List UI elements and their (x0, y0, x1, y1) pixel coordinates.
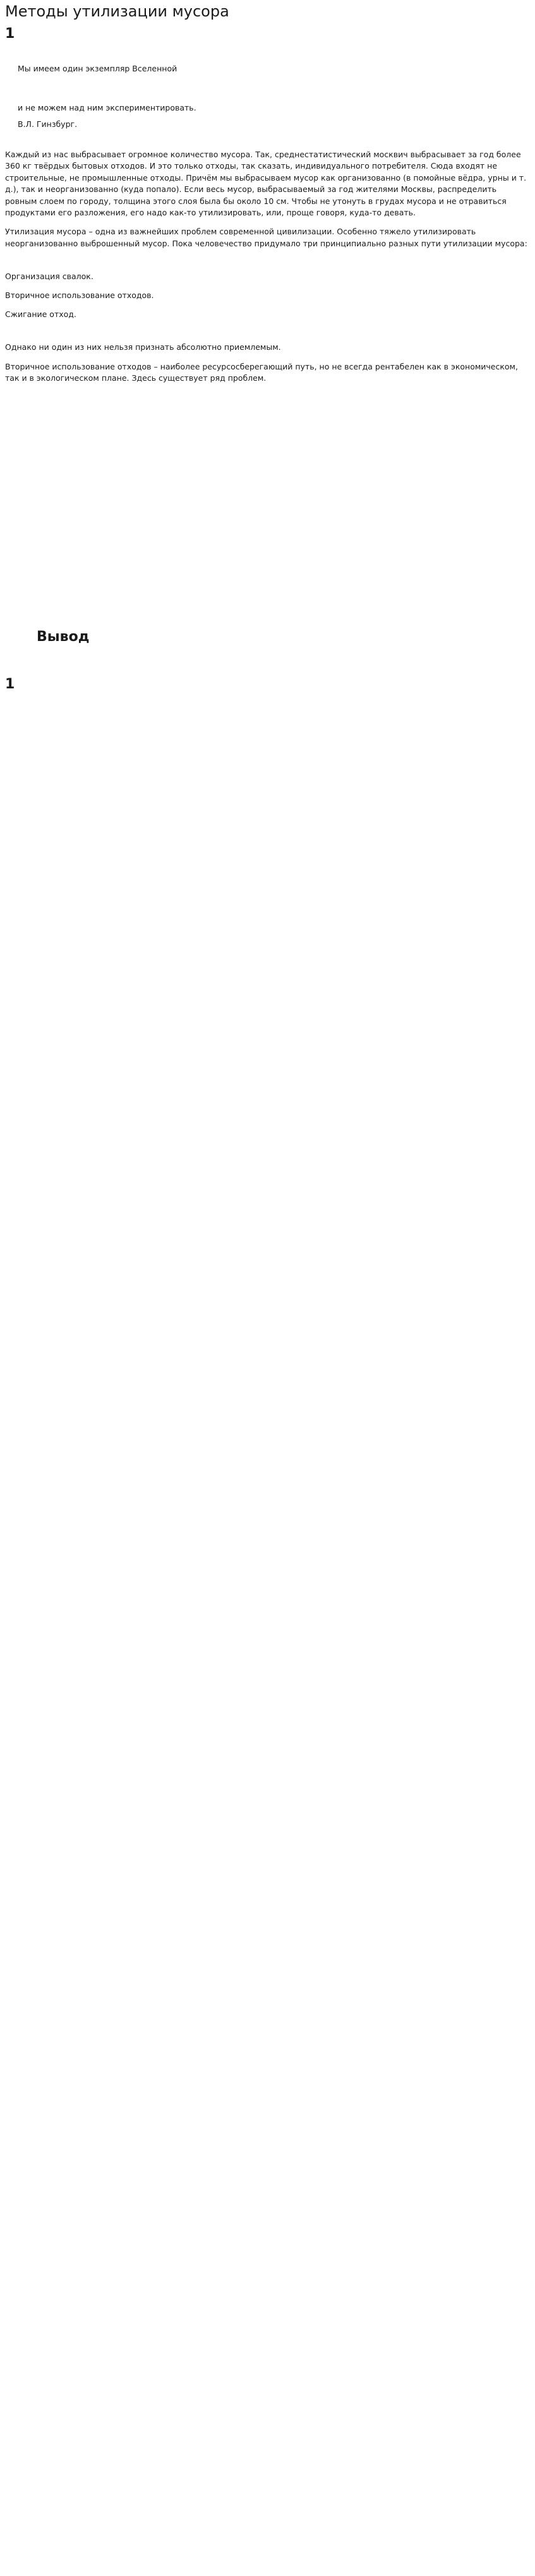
epigraph-line-2: и не можем над ним экспериментировать. (18, 103, 196, 112)
methods-list (5, 271, 530, 320)
paragraph-intro: Каждый из нас выбрасывает огромное количество мусора. Так, среднестатистический москвич выбрасывает за год более 360 кг твёрдых бытовых отходов. И это только отходы, так сказать, индивидуального потребителя. Сюда входят не строительные, не промышленные отходы. Причём мы выбрасываем мусор как организованно (в помойные вёдра, урны и т. д.), так и неорганизованно (куда попало). Если весь мусор, выбрасываемый за год жителями Москвы, распределить ровным слоем по городу, толщина этого слоя была бы около 10 см. Чтобы не утонуть в грудах мусора и не отравиться продуктами его разложения, его надо как-то утилизировать, или, проще говоря, куда-то девать. (5, 150, 527, 218)
section-number: 1 (5, 676, 15, 693)
paragraph-problem: Утилизация мусора – одна из важнейших проблем современной цивилизации. Особенно тяжело утилизировать неорганизованно выброшенный мусор. Пока человечество придумало три принципиально разных пути утилизации мусора: (5, 227, 527, 248)
epigraph-author: В.Л. Гинзбург. (18, 119, 78, 129)
method-item: Сжигание отход. (5, 309, 76, 320)
document-title: Методы утилизации мусора (5, 3, 229, 20)
document-page (0, 0, 535, 701)
paragraph-none-ideal: Однако ни один из них нельзя признать абсолютно приемлемым. (5, 342, 281, 352)
section-number: 1 (5, 26, 15, 42)
method-item: Организация свалок. (5, 272, 93, 282)
conclusion-title: Вывод (37, 629, 90, 645)
paragraph-recycling-note: Вторичное использование отходов – наиболее ресурсосберегающий путь, но не всегда рентабелен как в экономическом, так и в экологическом плане. Здесь существует ряд проблем. (5, 361, 518, 383)
method-item: Вторичное использование отходов. (5, 291, 154, 301)
epigraph-line-1: Мы имеем один экземпляр Вселенной (18, 64, 177, 73)
